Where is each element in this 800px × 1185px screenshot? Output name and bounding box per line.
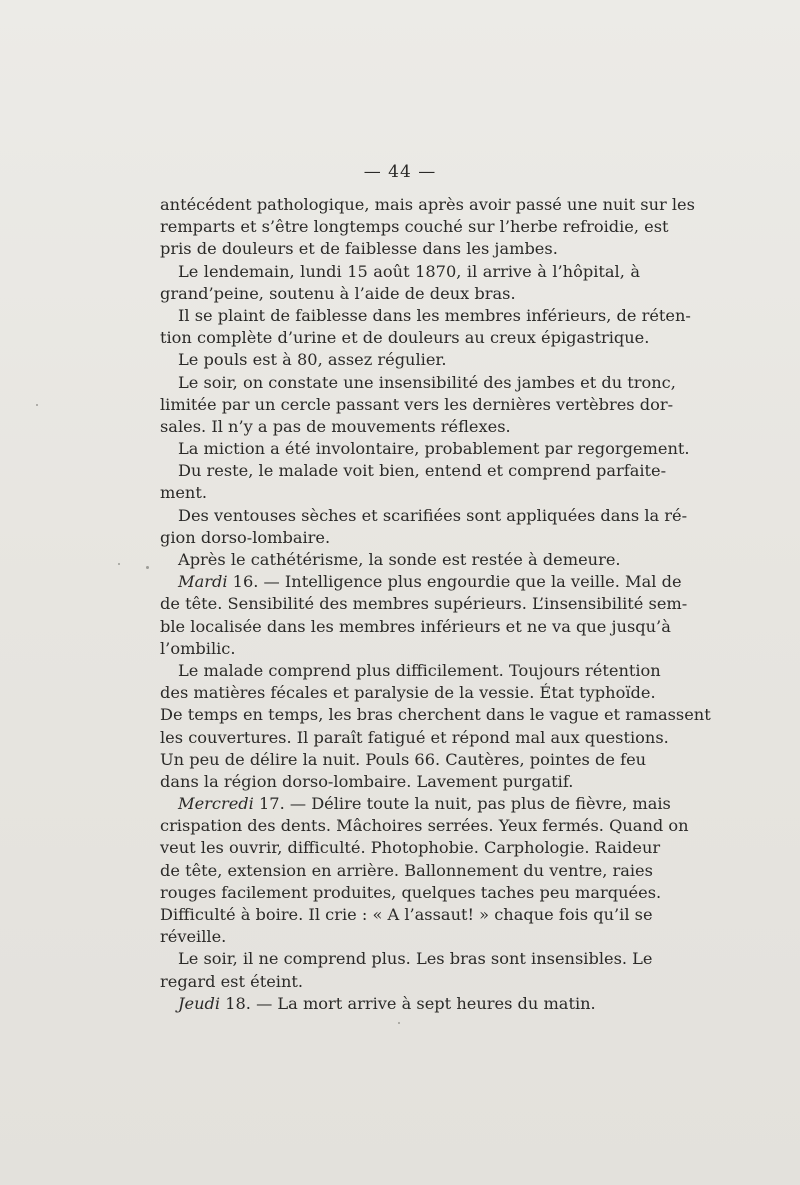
text-line	[160, 194, 695, 216]
text-line	[160, 638, 640, 660]
line-text: ble localisée dans les membres inférieurs et ne va que jusqu’à	[160, 616, 671, 636]
line-text: limitée par un cercle passant vers les dernières vertèbres dor-	[160, 394, 674, 414]
text-line	[160, 837, 661, 859]
line-text: Le soir, il ne comprend plus. Les bras sont insensibles. Le	[178, 949, 653, 969]
line-text: les couvertures. Il paraît fatigué et répond mal aux questions.	[160, 727, 669, 747]
line-text: veut les ouvrir, difficulté. Photophobie. Carphologie. Raideur	[160, 838, 661, 858]
line-text: Après le cathétérisme, la sonde est restée à demeure.	[178, 550, 621, 569]
line-text: l’ombilic.	[160, 638, 236, 658]
text-line	[160, 727, 669, 749]
line-text: Des ventouses sèches et scarifiées sont appliquées dans la ré-	[178, 505, 688, 525]
text-line	[160, 394, 674, 416]
text-line	[160, 261, 640, 283]
text-line	[160, 571, 682, 593]
line-text: Le malade comprend plus difficilement. Toujours rétention	[178, 660, 661, 680]
line-text: de tête, extension en arrière. Ballonnement du ventre, raies	[160, 860, 653, 880]
line-text: gion dorso-lombaire.	[160, 527, 331, 547]
ink-speck	[118, 563, 120, 565]
text-line	[160, 327, 650, 349]
day-heading: Mercredi	[178, 794, 254, 814]
text-line	[160, 216, 669, 238]
line-text: antécédent pathologique, mais après avoir passé une nuit sur les	[160, 195, 695, 214]
body-text	[160, 194, 711, 1015]
text-line	[160, 549, 640, 571]
day-heading: Jeudi	[178, 993, 221, 1013]
text-line	[160, 438, 690, 460]
text-line	[160, 349, 640, 371]
text-line	[160, 593, 688, 615]
day-heading: Mardi	[178, 572, 228, 592]
line-text: 16. — Intelligence plus engourdie que la veille. Mal de	[227, 572, 682, 592]
line-text: dans la région dorso-lombaire. Lavement purgatif.	[160, 771, 574, 791]
line-text: crispation des dents. Mâchoires serrées. Yeux fermés. Quand on	[160, 816, 689, 836]
line-text: ment.	[160, 483, 208, 503]
text-line	[160, 482, 640, 504]
text-line	[160, 971, 640, 993]
line-text: remparts et s’être longtemps couché sur l’herbe refroidie, est	[160, 217, 669, 237]
line-text: Il se plaint de faiblesse dans les membres inférieurs, de réten-	[178, 305, 691, 325]
text-line	[160, 771, 640, 793]
text-line	[160, 904, 653, 926]
text-line	[160, 460, 667, 482]
ink-speck	[398, 1022, 400, 1024]
line-text: des matières fécales et paralysie de la vessie. État typhoïde.	[160, 683, 656, 703]
line-text: de tête. Sensibilité des membres supérieurs. L’insensibilité sem-	[160, 594, 688, 614]
line-text: réveille.	[160, 927, 227, 947]
text-line	[160, 860, 653, 882]
line-text: La miction a été involontaire, probablement par regorgement.	[178, 439, 690, 459]
text-line	[160, 372, 676, 394]
line-text: tion complète d’urine et de douleurs au creux épigastrique.	[160, 328, 650, 348]
text-line	[160, 527, 640, 549]
line-text: Le pouls est à 80, assez régulier.	[178, 350, 447, 370]
ink-speck	[36, 404, 38, 406]
line-text: regard est éteint.	[160, 971, 304, 991]
text-line	[160, 416, 640, 438]
line-text: Du reste, le malade voit bien, entend et comprend parfaite-	[178, 461, 667, 481]
text-line	[160, 993, 640, 1015]
text-line	[160, 882, 662, 904]
line-text: sales. Il n’y a pas de mouvements réflexes.	[160, 416, 511, 436]
line-text: Le soir, on constate une insensibilité des jambes et du tronc,	[178, 372, 676, 392]
text-line	[160, 749, 647, 771]
line-text: Difficulté à boire. Il crie : « A l’assaut! » chaque fois qu’il se	[160, 905, 653, 924]
text-line	[160, 948, 653, 970]
line-text: 17. — Délire toute la nuit, pas plus de fièvre, mais	[253, 794, 671, 814]
line-text: Un peu de délire la nuit. Pouls 66. Cautères, pointes de feu	[160, 749, 647, 769]
ink-speck	[146, 566, 149, 569]
line-text: De temps en temps, les bras cherchent dans le vague et ramassent	[160, 705, 711, 725]
text-line	[160, 660, 661, 682]
text-line	[160, 283, 640, 305]
line-text: rouges facilement produites, quelques taches peu marquées.	[160, 882, 662, 902]
text-line	[160, 793, 671, 815]
line-text: grand’peine, soutenu à l’aide de deux bras.	[160, 283, 516, 303]
text-line	[160, 815, 689, 837]
line-text: pris de douleurs et de faiblesse dans les jambes.	[160, 239, 558, 259]
text-line	[160, 704, 711, 726]
text-line	[160, 682, 656, 704]
text-line	[160, 238, 640, 260]
line-text: Le lendemain, lundi 15 août 1870, il arrive à l’hôpital, à	[178, 261, 640, 281]
text-line	[160, 616, 671, 638]
text-line	[160, 926, 640, 948]
text-line	[160, 505, 688, 527]
line-text: 18. — La mort arrive à sept heures du matin.	[220, 993, 596, 1013]
page-number: — 44 —	[363, 162, 437, 182]
text-line	[160, 305, 691, 327]
